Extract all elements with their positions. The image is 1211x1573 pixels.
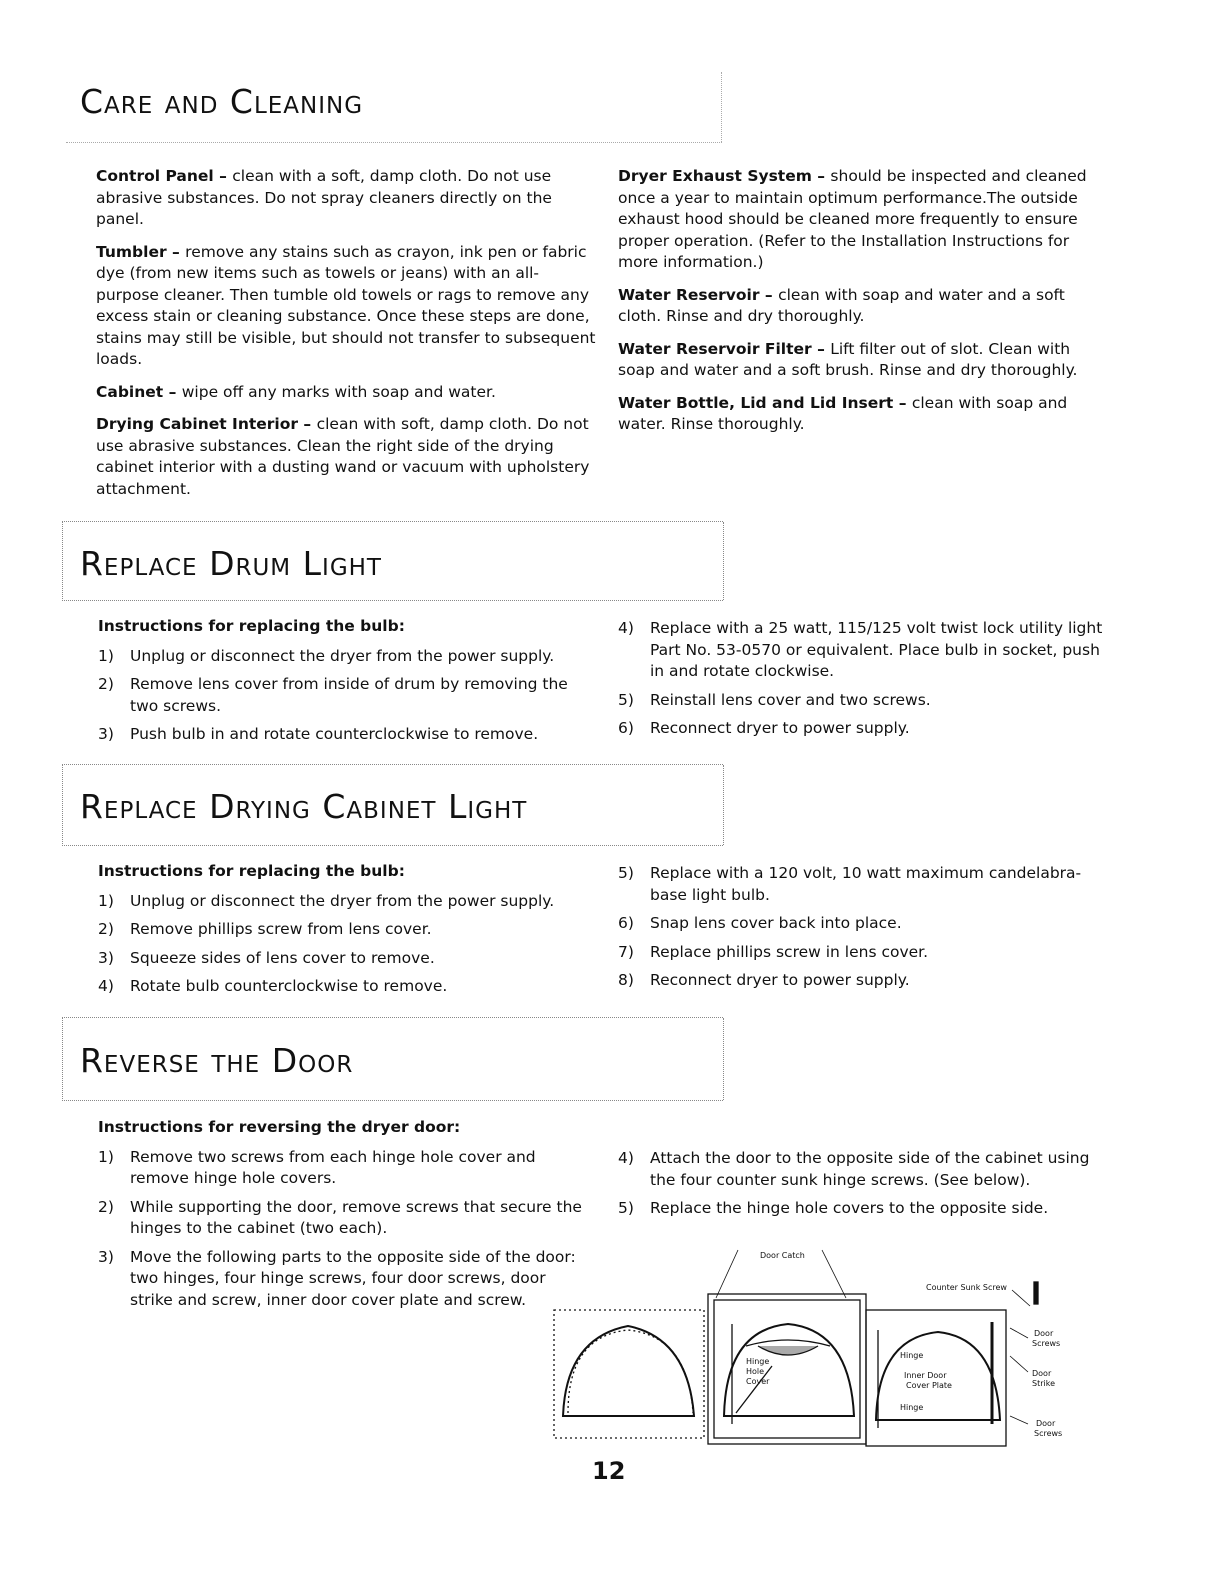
- desc: should be inspected and cleaned once a year to maintain optimum performance.The outside exhaust hood should be cleaned more frequently to ensure proper operation. (Refer to the Installation Instructions for more information.): [618, 167, 1087, 271]
- step-8: [618, 970, 1108, 992]
- step-num: 4): [618, 619, 634, 637]
- term: Water Reservoir –: [618, 285, 779, 304]
- door-title: Reverse the Door: [80, 1041, 354, 1080]
- step-text: Snap lens cover back into place.: [650, 914, 902, 932]
- step-num: 5): [618, 690, 634, 709]
- step-2: [98, 919, 588, 941]
- step-text: Unplug or disconnect the dryer from the power supply.: [130, 646, 555, 665]
- label-door-screws-top-2: Screws: [1032, 1339, 1061, 1348]
- step-num: 6): [618, 914, 634, 932]
- term: Cabinet –: [96, 382, 182, 401]
- term: Tumbler –: [96, 242, 186, 261]
- step-num: 2): [98, 1197, 114, 1216]
- step-2: [98, 674, 588, 717]
- step-num: 5): [618, 864, 634, 882]
- step-5: [618, 863, 1108, 906]
- desc: Lift filter out of slot. Clean with soap and water and a soft brush. Rinse and dry thoroughly.: [618, 339, 1078, 379]
- step-1: [98, 646, 588, 668]
- label-counter-sunk-screw: Counter Sunk Screw: [926, 1283, 1007, 1292]
- door-subtitle: Instructions for reversing the dryer door:: [98, 1118, 461, 1136]
- step-5: [618, 690, 1103, 712]
- label-door-screws-bottom-2: Screws: [1034, 1429, 1063, 1438]
- step-text: Reconnect dryer to power supply.: [650, 971, 910, 989]
- step-5: [618, 1198, 1103, 1220]
- step-num: 6): [618, 719, 634, 737]
- care-item-cabinet: [96, 382, 596, 404]
- step-text: Rotate bulb counterclockwise to remove.: [130, 977, 448, 995]
- desc: clean with soft, damp cloth. Do not use abrasive substances. Clean the right side of the drying cabinet interior with a dusting wand or vacuum with upholstery attachment.: [96, 415, 590, 498]
- step-text: Replace phillips screw in lens cover.: [650, 942, 929, 961]
- label-inner-door-1: Inner Door: [904, 1371, 947, 1380]
- term: Control Panel –: [96, 167, 233, 185]
- label-door-screws-top-1: Door: [1034, 1329, 1054, 1338]
- term: Drying Cabinet Interior –: [96, 415, 317, 433]
- step-3: [98, 948, 588, 970]
- cabinet-right-column: [618, 863, 1108, 999]
- label-door-catch: Door Catch: [760, 1251, 805, 1260]
- label-door-screws-bottom-1: Door: [1036, 1419, 1056, 1428]
- term: Dryer Exhaust System –: [618, 167, 831, 185]
- step-num: 5): [618, 1199, 634, 1217]
- page-number: 12: [592, 1457, 626, 1485]
- step-num: 7): [618, 942, 634, 961]
- drum-subtitle: Instructions for replacing the bulb:: [98, 617, 405, 635]
- step-4: [618, 1148, 1103, 1191]
- term: Water Bottle, Lid and Lid Insert –: [618, 393, 912, 412]
- cabinet-title: Replace Drying Cabinet Light: [80, 787, 528, 826]
- care-item-tumbler: [96, 242, 596, 371]
- desc: wipe off any marks with soap and water.: [181, 382, 496, 401]
- label-inner-door-2: Cover Plate: [906, 1381, 952, 1390]
- label-door-strike-1: Door: [1032, 1369, 1052, 1378]
- step-num: 3): [98, 948, 114, 967]
- label-door-strike-2: Strike: [1032, 1379, 1055, 1388]
- step-text: While supporting the door, remove screws that secure the hinges to the cabinet (two each).: [130, 1197, 582, 1237]
- care-title: Care and Cleaning: [80, 82, 364, 121]
- care-item-reservoir-filter: [618, 339, 1098, 382]
- step-4: [98, 976, 588, 998]
- step-text: Replace the hinge hole covers to the opposite side.: [650, 1199, 1049, 1217]
- step-text: Remove two screws from each hinge hole cover and remove hinge hole covers.: [130, 1147, 536, 1187]
- label-hinge-hole-cover-1: Hinge: [746, 1357, 770, 1366]
- care-left-column: [96, 166, 596, 511]
- cabinet-left-column: [98, 861, 588, 1005]
- step-3: [98, 1247, 588, 1312]
- drum-right-column: [618, 618, 1103, 747]
- step-text: Push bulb in and rotate counterclockwise to remove.: [130, 725, 539, 743]
- step-num: 4): [98, 977, 114, 995]
- step-num: 1): [98, 1147, 114, 1166]
- care-item-control-panel: [96, 166, 596, 231]
- step-text: Move the following parts to the opposite side of the door: two hinges, four hinge screws, four door screws, door strike and screw, inner door cover plate and screw.: [130, 1247, 576, 1309]
- care-item-drying-cabinet-interior: [96, 414, 596, 500]
- step-num: 2): [98, 920, 114, 938]
- step-text: Reinstall lens cover and two screws.: [650, 690, 931, 709]
- step-6: [618, 718, 1103, 740]
- cabinet-subtitle: Instructions for replacing the bulb:: [98, 862, 405, 880]
- desc: clean with a soft, damp cloth. Do not use abrasive substances. Do not spray cleaners directly on the panel.: [96, 167, 552, 228]
- step-text: Remove phillips screw from lens cover.: [130, 920, 432, 938]
- step-text: Replace with a 25 watt, 115/125 volt twist lock utility light Part No. 53-0570 or equivalent. Place bulb in socket, push in and rotate clockwise.: [650, 619, 1103, 680]
- drum-left-column: [98, 616, 588, 753]
- door-reversal-diagram: [548, 1238, 1108, 1453]
- desc: remove any stains such as crayon, ink pen or fabric dye (from new items such as towels or jeans) with an all-purpose cleaner. Then tumble old towels or rags to remove any excess stain or cleaning substance. Once these steps are done, stains may still be visible, but should not transfer to subsequent loads.: [96, 242, 596, 368]
- step-3: [98, 724, 588, 746]
- care-item-water-bottle: [618, 393, 1098, 436]
- step-text: Unplug or disconnect the dryer from the power supply.: [130, 891, 555, 910]
- step-6: [618, 913, 1108, 935]
- step-num: 1): [98, 646, 114, 665]
- step-1: [98, 891, 588, 913]
- step-num: 8): [618, 971, 634, 989]
- desc: clean with soap and water and a soft cloth. Rinse and dry thoroughly.: [618, 285, 1065, 325]
- step-1: [98, 1147, 588, 1190]
- drum-title: Replace Drum Light: [80, 544, 382, 583]
- label-hinge-bottom: Hinge: [900, 1403, 924, 1412]
- step-num: 4): [618, 1149, 634, 1167]
- step-text: Replace with a 120 volt, 10 watt maximum candelabra-base light bulb.: [650, 864, 1082, 904]
- desc: clean with soap and water. Rinse thoroughly.: [618, 393, 1068, 433]
- step-num: 3): [98, 725, 114, 743]
- step-4: [618, 618, 1103, 683]
- label-hinge-top: Hinge: [900, 1351, 924, 1360]
- care-item-water-reservoir: [618, 285, 1098, 328]
- door-left-column: [98, 1117, 588, 1318]
- step-7: [618, 942, 1108, 964]
- step-num: 1): [98, 891, 114, 910]
- step-text: Remove lens cover from inside of drum by removing the two screws.: [130, 675, 568, 715]
- step-2: [98, 1197, 588, 1240]
- label-hinge-hole-cover-3: Cover: [746, 1377, 770, 1386]
- step-num: 2): [98, 675, 114, 693]
- label-hinge-hole-cover-2: Hole: [746, 1367, 765, 1376]
- step-text: Reconnect dryer to power supply.: [650, 719, 910, 737]
- step-text: Attach the door to the opposite side of the cabinet using the four counter sunk hinge screws. (See below).: [650, 1149, 1090, 1189]
- care-item-exhaust: [618, 166, 1098, 274]
- step-num: 3): [98, 1247, 114, 1266]
- care-right-column: [618, 166, 1098, 447]
- door-right-column: [618, 1148, 1103, 1227]
- term: Water Reservoir Filter –: [618, 339, 831, 358]
- step-text: Squeeze sides of lens cover to remove.: [130, 948, 435, 967]
